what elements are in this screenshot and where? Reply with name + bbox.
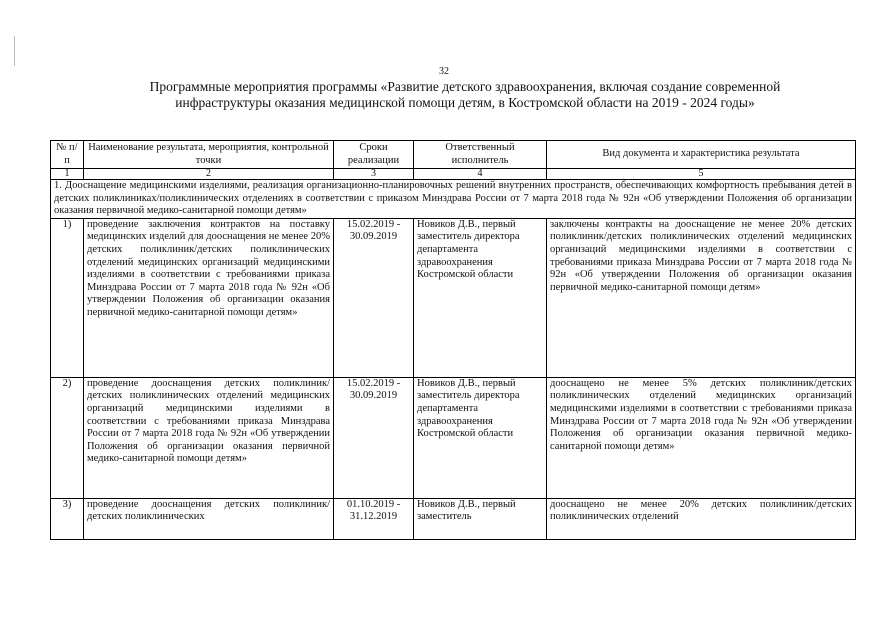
section-heading: 1. Дооснащение медицинскими изделиями, реализация организационно-планировочных решений внутренних пространств, обеспечивающих комфортность пребывания детей в детских поликлиниках/поликлинических отделениях в соответствии с приказом Минздрава России от 7 марта 2018 года № 92н «Об утверждении Положения об организации оказания первичной медико-санитарной помощи детям» bbox=[51, 180, 856, 219]
col-header-name: Наименование результата, мероприятия, контрольной точки bbox=[84, 141, 334, 169]
column-numbers-row bbox=[51, 169, 856, 180]
col-header-dates: Сроки реализации bbox=[334, 141, 414, 169]
row-dates: 01.10.2019 - 31.12.2019 bbox=[334, 498, 414, 539]
row-measure-name: проведение дооснащения детских поликлиник/детских поликлинических bbox=[84, 498, 334, 539]
column-number: 1 bbox=[51, 169, 84, 180]
table-row bbox=[51, 377, 856, 498]
column-number: 4 bbox=[414, 169, 547, 180]
col-header-result: Вид документа и характеристика результата bbox=[547, 141, 856, 169]
column-number: 5 bbox=[547, 169, 856, 180]
section-row bbox=[51, 180, 856, 219]
row-result: дооснащено не менее 5% детских поликлиник/детских поликлинических отделений медицинских организаций медицинскими изделиями в соответствии с требованиями приказа Минздрава России от 7 марта 2018 года № 92н «Об утверждении Положения об организации оказания первичной медико-санитарной помощи детям» bbox=[547, 377, 856, 498]
row-executor: Новиков Д.В., первый заместитель директора департамента здравоохранения Костромской области bbox=[414, 218, 547, 377]
column-number: 3 bbox=[334, 169, 414, 180]
table-row bbox=[51, 498, 856, 539]
row-result: заключены контракты на дооснащение не менее 20% детских поликлиник/детских поликлинических отделений медицинских организаций медицинскими изделиями в соответствии с требованиями приказа Минздрава России от 7 марта 2018 года № 92н «Об утверждении Положения об организации оказания первичной медико-санитарной помощи детям» bbox=[547, 218, 856, 377]
row-result: дооснащено не менее 20% детских поликлиник/детских поликлинических отделений bbox=[547, 498, 856, 539]
row-measure-name: проведение заключения контрактов на поставку медицинских изделий для дооснащения не менее 20% детских поликлиник/детских поликлинических отделений медицинских организаций медицинскими изделиями в соответствии с требованиями приказа Минздрава России от 7 марта 2018 года № 92н «Об утверждении Положения об организации оказания первичной медико-санитарной помощи детям» bbox=[84, 218, 334, 377]
col-header-number: № п/п bbox=[51, 141, 84, 169]
table-row bbox=[51, 218, 856, 377]
program-measures-table bbox=[50, 140, 856, 540]
row-number: 3) bbox=[51, 498, 84, 539]
page-number: 32 bbox=[439, 66, 449, 77]
table-header-row bbox=[51, 141, 856, 169]
row-number: 2) bbox=[51, 377, 84, 498]
row-dates: 15.02.2019 - 30.09.2019 bbox=[334, 377, 414, 498]
row-measure-name: проведение дооснащения детских поликлиник/детских поликлинических отделений медицинских организаций медицинскими изделиями в соответствии с требованиями приказа Минздрава России от 7 марта 2018 года № 92н «Об утверждении Положения об организации оказания первичной медико-санитарной помощи детям» bbox=[84, 377, 334, 498]
col-header-executor: Ответственный исполнитель bbox=[414, 141, 547, 169]
row-executor: Новиков Д.В., первый заместитель bbox=[414, 498, 547, 539]
row-executor: Новиков Д.В., первый заместитель директора департамента здравоохранения Костромской области bbox=[414, 377, 547, 498]
row-number: 1) bbox=[51, 218, 84, 377]
row-dates: 15.02.2019 - 30.09.2019 bbox=[334, 218, 414, 377]
column-number: 2 bbox=[84, 169, 334, 180]
scan-edge-line bbox=[14, 36, 15, 66]
document-title: Программные мероприятия программы «Развитие детского здравоохранения, включая создание современной инфраструктуры оказания медицинской помощи детям, в Костромской области на 2019 - 2024 годы» bbox=[149, 79, 781, 110]
